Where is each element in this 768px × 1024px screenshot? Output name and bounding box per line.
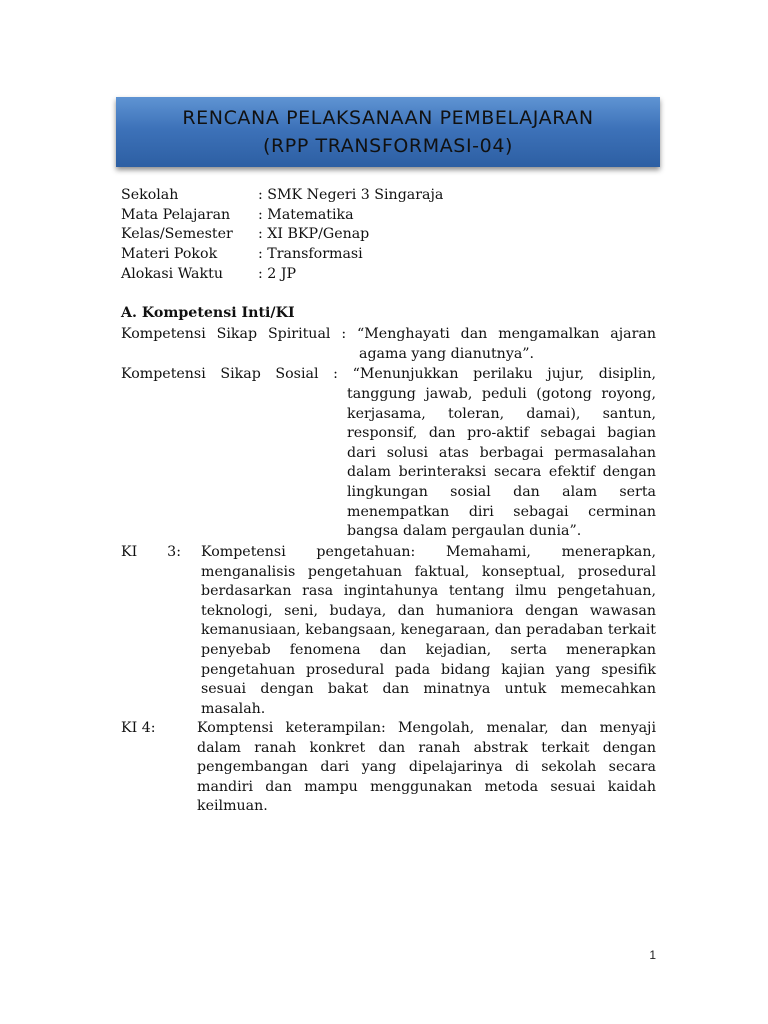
title-line-1: RENCANA PELAKSANAAN PEMBELAJARAN xyxy=(182,107,594,129)
title-line-2: (RPP TRANSFORMASI-04) xyxy=(262,135,514,157)
ki3-text: Kompetensi pengetahuan: Memahami, menerapkan, menganalisis pengetahuan faktual, konseptual, prosedural berdasarkan rasa ingintahunya tentang ilmu pengetahuan, teknologi, seni, budaya, dan humaniora dengan wawasan kemanusiaan, kebangsaan, kenegaraan, dan peradaban terkait penyebab fenomena dan kejadian, serta menerapkan pengetahuan prosedural pada bidang kajian yang spesifik sesuai dengan bakat dan minatnya untuk memecahkan masalah. xyxy=(201,544,656,717)
page-number: 1 xyxy=(649,948,656,962)
section-heading: A. Kompetensi Inti/KI xyxy=(121,305,295,321)
identity-table xyxy=(121,186,443,285)
meta-row-class: Kelas/Semester : XI BKP/Genap xyxy=(121,226,370,243)
ki4-text: Komptensi keterampilan: Mengolah, menalar, dan menyaji dalam ranah konkret dan ranah abstrak terkait dengan pengembangan dari yang dipelajarinya di sekolah secara mandiri dan mampu menggunakan metoda sesuai kaidah keilmuan. xyxy=(197,720,656,815)
meta-row-subject: Mata Pelajaran : Matematika xyxy=(121,206,354,223)
ki-spiritual-line: Kompetensi Sikap Spiritual : “Menghayati dan mengamalkan ajaran xyxy=(121,326,656,342)
meta-row-topic: Materi Pokok : Transformasi xyxy=(121,246,363,263)
ki-sosial-continuation: tanggung jawab, peduli (gotong royong, kerjasama, toleran, damai), santun, responsif, dan pro-aktif sebagai bagian dari solusi atas berbagai permasalahan dalam berinteraksi secara efektif dengan lingkungan sosial dan alam serta menempatkan diri sebagai cerminan bangsa dalam pergaulan dunia”. xyxy=(347,386,656,540)
ki-spiritual-continuation: agama yang dianutnya”. xyxy=(359,346,535,362)
ki3-label: KI 3: xyxy=(121,544,181,560)
ki4-label: KI 4: xyxy=(121,720,156,736)
meta-row-school: Sekolah : SMK Negeri 3 Singaraja xyxy=(121,187,444,203)
title-banner xyxy=(116,97,660,167)
ki-sosial-line: Kompetensi Sikap Sosial : “Menunjukkan perilaku jujur, disiplin, xyxy=(121,366,656,382)
meta-row-time: Alokasi Waktu : 2 JP xyxy=(121,265,297,282)
